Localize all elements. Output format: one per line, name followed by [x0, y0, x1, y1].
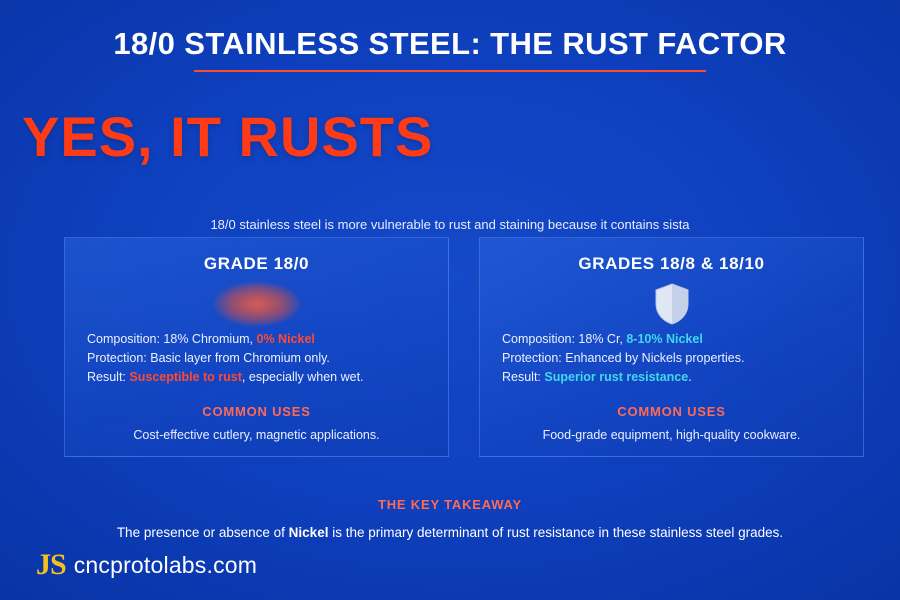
- result-tail: .: [688, 370, 692, 384]
- headline: YES, IT RUSTS: [22, 105, 434, 168]
- takeaway-text: [0, 525, 900, 540]
- result-accent: Superior rust resistance: [544, 370, 689, 384]
- result-label: Result:: [502, 370, 545, 384]
- result-label: Result:: [87, 370, 130, 384]
- result-tail: , especially when wet.: [241, 370, 364, 384]
- shield-icon: [629, 282, 715, 326]
- composition-line: [502, 330, 847, 349]
- card-details: [87, 330, 432, 387]
- title-underline: [194, 70, 706, 72]
- card-uses-title: COMMON USES: [202, 404, 311, 419]
- comparison-cards: [64, 237, 864, 457]
- brand-name: cncprotolabs.com: [73, 551, 258, 578]
- takeaway-title: THE KEY TAKEAWAY: [377, 497, 523, 512]
- card-grade-18-0: [64, 237, 449, 457]
- result-accent: Susceptible to rust: [129, 370, 242, 384]
- takeaway-text-before: The presence or absence of: [116, 525, 289, 540]
- brand-mark-icon: JS: [36, 548, 66, 581]
- takeaway-text-after: is the primary determinant of rust resistance in these stainless steel grades.: [328, 525, 784, 540]
- result-line: [502, 368, 847, 387]
- card-grades-18-8-18-10: [479, 237, 864, 457]
- brand-logo: [36, 550, 257, 580]
- card-title: GRADE 18/0: [203, 254, 310, 273]
- card-title: GRADES 18/8 & 18/10: [578, 254, 765, 273]
- page-title: 18/0 STAINLESS STEEL: THE RUST FACTOR: [113, 26, 787, 61]
- composition-label: Composition: 18% Chromium,: [87, 332, 257, 346]
- intro-paragraph: 18/0 stainless steel is more vulnerable to rust and staining because it contains sista: [210, 217, 690, 232]
- card-uses-text: Food-grade equipment, high-quality cookware.: [542, 428, 801, 442]
- composition-line: [87, 330, 432, 349]
- composition-accent: 8-10% Nickel: [626, 332, 703, 346]
- takeaway-text-accent: Nickel: [288, 525, 329, 540]
- card-uses-text: Cost-effective cutlery, magnetic applications.: [133, 428, 380, 442]
- card-details: [502, 330, 847, 387]
- protection-line: Protection: Basic layer from Chromium only.: [87, 351, 330, 365]
- card-uses-title: COMMON USES: [617, 404, 726, 419]
- composition-accent: 0% Nickel: [256, 332, 315, 346]
- result-line: [87, 368, 432, 387]
- protection-line: Protection: Enhanced by Nickels properties.: [502, 351, 745, 365]
- composition-label: Composition: 18% Cr,: [502, 332, 627, 346]
- rust-blob-icon: [214, 282, 300, 326]
